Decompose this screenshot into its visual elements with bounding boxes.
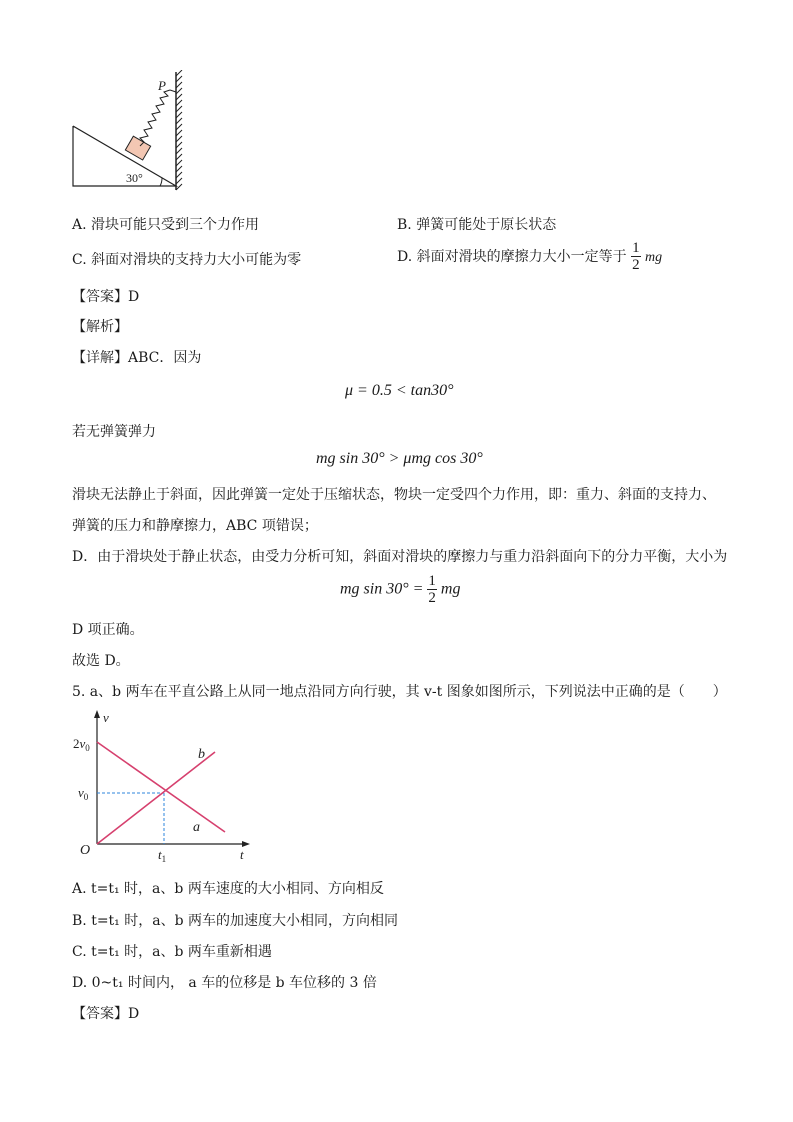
q5-answer: 【答案】D bbox=[72, 1006, 140, 1022]
fraction-half: $\frac{1}{2}$ bbox=[632, 240, 640, 273]
origin-label: O bbox=[80, 843, 91, 858]
q4-analysis-title: 【解析】 bbox=[72, 319, 128, 335]
q4-detail-intro: 【详解】ABC．因为 bbox=[72, 350, 202, 366]
q4-answer: 【答案】D bbox=[72, 289, 140, 305]
label-b: b bbox=[198, 747, 205, 762]
q4-option-d-tail: mg bbox=[645, 250, 663, 265]
incline-spring-figure bbox=[68, 70, 188, 192]
q5-option-d: D. 0~t₁ 时间内， a 车的位移是 b 车位移的 3 倍 bbox=[72, 975, 377, 991]
q5-option-c: C. t=t₁ 时，a、b 两车重新相遇 bbox=[72, 944, 272, 960]
q5-stem: 5. a、b 两车在平直公路上从同一地点沿同方向行驶，其 v-t 图象如图所示，下列说法中正确的是（ ） bbox=[72, 684, 727, 700]
q4-para1-line2: 弹簧的压力和静摩擦力，ABC 项错误； bbox=[72, 518, 318, 534]
tick-v0: $v_0$ bbox=[78, 785, 89, 802]
equation-2: mg sin 30° > μmg cos 30° bbox=[316, 450, 483, 467]
vt-graph bbox=[70, 708, 260, 866]
label-p: P bbox=[158, 78, 166, 93]
equation-3-fraction: $\frac{1}{2}$ bbox=[428, 573, 436, 606]
line-a bbox=[97, 742, 225, 832]
q4-option-c: C. 斜面对滑块的支持力大小可能为零 bbox=[72, 252, 302, 268]
label-angle: 30° bbox=[126, 171, 143, 185]
axis-t-label: t bbox=[240, 847, 244, 862]
q4-choose: 故选 D。 bbox=[72, 653, 130, 669]
equation-3: mg sin 30° = $\frac{1}{2}$ mg bbox=[340, 573, 461, 606]
q4-no-spring-line: 若无弹簧弹力 bbox=[72, 424, 156, 440]
q5-option-b: B. t=t₁ 时，a、b 两车的加速度大小相同，方向相同 bbox=[72, 913, 398, 929]
tick-t1: $t_1$ bbox=[158, 847, 167, 864]
label-a: a bbox=[193, 820, 200, 835]
axis-v-label: v bbox=[103, 710, 109, 725]
equation-1: μ = 0.5 < tan30° bbox=[345, 382, 454, 399]
q5-option-a: A. t=t₁ 时，a、b 两车速度的大小相同、方向相反 bbox=[72, 881, 384, 897]
q4-para1-line1: 滑块无法静止于斜面，因此弹簧一定处于压缩状态，物块一定受四个力作用，即：重力、斜面的支持力、 bbox=[72, 487, 716, 503]
q4-option-d-text: D. 斜面对滑块的摩擦力大小一定等于 bbox=[397, 249, 627, 265]
q4-option-a: A. 滑块可能只受到三个力作用 bbox=[72, 217, 260, 233]
q4-d-correct: D 项正确。 bbox=[72, 622, 144, 638]
q4-option-b: B. 弹簧可能处于原长状态 bbox=[397, 217, 557, 233]
tick-2v0: $2v_0$ bbox=[73, 736, 90, 753]
q4-option-d bbox=[397, 241, 662, 273]
q4-para2: D．由于滑块处于静止状态，由受力分析可知，斜面对滑块的摩擦力与重力沿斜面向下的分力平衡，大小为 bbox=[72, 549, 728, 565]
